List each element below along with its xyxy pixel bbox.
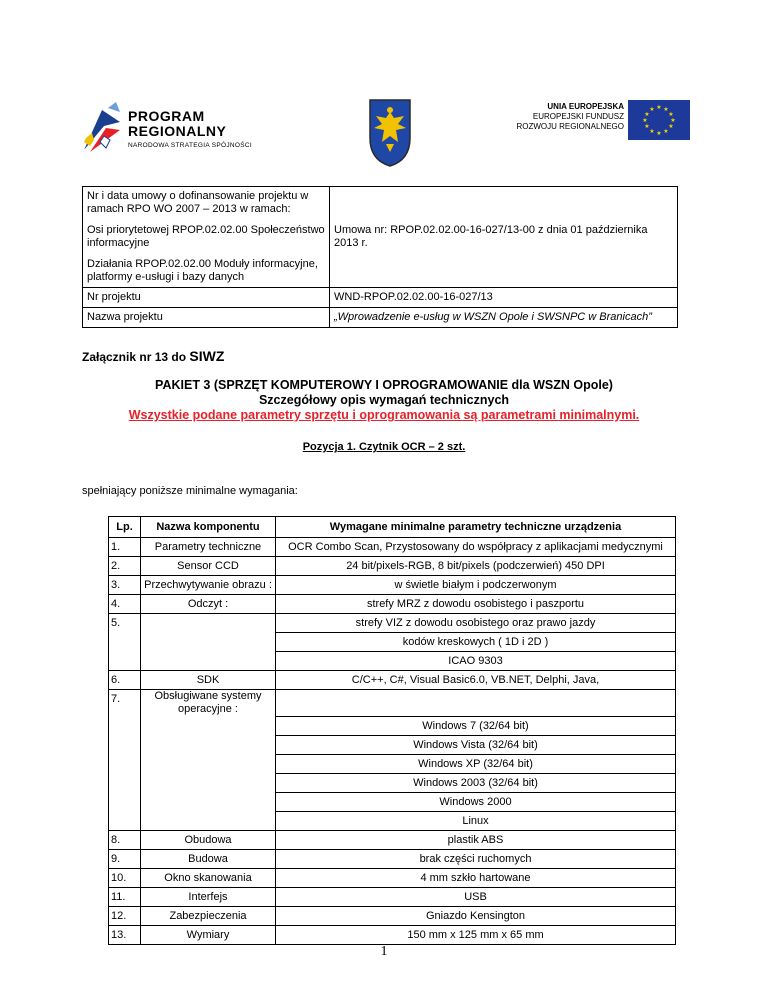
row-number <box>109 754 141 773</box>
technical-description-heading: Szczegółowy opis wymagań technicznych <box>258 393 510 407</box>
agreement-number-cell: Umowa nr: RPOP.02.02.00-16-027/13-00 z dnia 01 października 2013 r. <box>330 187 678 288</box>
svg-text:★: ★ <box>668 111 674 118</box>
parameter-value: Windows 2003 (32/64 bit) <box>276 773 676 792</box>
row-number: 5. <box>109 614 141 633</box>
specification-table <box>108 516 676 945</box>
svg-text:★: ★ <box>656 130 662 137</box>
row-number: 13. <box>109 925 141 944</box>
row-number <box>109 652 141 671</box>
parameter-value: Windows Vista (32/64 bit) <box>276 735 676 754</box>
row-number <box>109 773 141 792</box>
component-name <box>141 735 276 754</box>
parameter-value: USB <box>276 887 676 906</box>
row-number: 4. <box>109 595 141 614</box>
minimal-parameters-notice: Wszystkie podane parametry sprzętu i oprogramowania są parametrami minimalnymi. <box>128 408 640 422</box>
table-row <box>109 735 676 754</box>
project-name-value: „Wprowadzenie e-usług w WSZN Opole i SWSNPC w Branicach” <box>330 308 678 328</box>
eu-title: UNIA EUROPEJSKA <box>547 102 624 111</box>
component-name: Obudowa <box>141 830 276 849</box>
row-number: 11. <box>109 887 141 906</box>
row-number <box>109 792 141 811</box>
parameter-value: 24 bit/pixels-RGB, 8 bit/pixels (podczerwień) 450 DPI <box>276 557 676 576</box>
table-row <box>109 868 676 887</box>
eu-logo <box>505 100 690 140</box>
parameter-value: brak części ruchomych <box>276 849 676 868</box>
row-number: 3. <box>109 576 141 595</box>
table-row <box>109 633 676 652</box>
program-star-icon <box>80 100 128 160</box>
table-row <box>109 576 676 595</box>
program-subtitle: NARODOWA STRATEGIA SPÓJNOŚCI <box>128 142 252 149</box>
parameter-value <box>276 690 676 717</box>
component-name <box>141 792 276 811</box>
header-parameters: Wymagane minimalne parametry techniczne urządzenia <box>276 517 676 538</box>
eu-fund-line2: ROZWOJU REGIONALNEGO <box>516 122 624 131</box>
project-info-table <box>82 186 678 328</box>
parameter-value: OCR Combo Scan, Przystosowany do współpracy z aplikacjami medycznymi <box>276 538 676 557</box>
svg-text:★: ★ <box>644 111 650 118</box>
svg-text:★: ★ <box>663 128 669 135</box>
header-lp: Lp. <box>109 517 141 538</box>
project-name-label: Nazwa projektu <box>83 308 330 328</box>
parameter-value: Gniazdo Kensington <box>276 906 676 925</box>
project-number-value: WND-RPOP.02.02.00-16-027/13 <box>330 288 678 308</box>
svg-text:★: ★ <box>649 128 655 135</box>
parameter-value: 4 mm szkło hartowane <box>276 868 676 887</box>
parameter-value: Windows 7 (32/64 bit) <box>276 716 676 735</box>
svg-text:★: ★ <box>644 123 650 130</box>
table-row <box>109 557 676 576</box>
table-row <box>109 652 676 671</box>
table-row <box>109 887 676 906</box>
parameter-value: 150 mm x 125 mm x 65 mm <box>276 925 676 944</box>
eu-flag-icon <box>628 100 690 140</box>
page-number: 1 <box>380 944 388 959</box>
program-title: PROGRAM REGIONALNY <box>128 108 227 139</box>
row-number: 12. <box>109 906 141 925</box>
row-number: 6. <box>109 671 141 690</box>
svg-text:★: ★ <box>668 123 674 130</box>
row-number <box>109 735 141 754</box>
parameter-value: strefy MRZ z dowodu osobistego i paszportu <box>276 595 676 614</box>
attachment-label: Załącznik nr 13 do SIWZ <box>82 348 225 364</box>
table-row <box>109 671 676 690</box>
parameter-value: Linux <box>276 811 676 830</box>
table-row <box>109 754 676 773</box>
parameter-value: C/C++, C#, Visual Basic6.0, VB.NET, Delphi, Java, <box>276 671 676 690</box>
row-number <box>109 811 141 830</box>
svg-text:★: ★ <box>642 117 648 124</box>
row-number: 7. <box>109 690 141 717</box>
parameter-value: ICAO 9303 <box>276 652 676 671</box>
row-number: 10. <box>109 868 141 887</box>
table-row <box>109 830 676 849</box>
parameter-value: Windows 2000 <box>276 792 676 811</box>
table-row <box>109 773 676 792</box>
package-heading: PAKIET 3 (SPRZĘT KOMPUTEROWY I OPROGRAMOWANIE dla WSZN Opole) <box>155 378 613 392</box>
table-row <box>109 690 676 717</box>
eu-fund-line1: EUROPEJSKI FUNDUSZ <box>532 112 624 121</box>
table-row <box>109 538 676 557</box>
parameter-value: plastik ABS <box>276 830 676 849</box>
svg-text:★: ★ <box>649 106 655 113</box>
row-number: 8. <box>109 830 141 849</box>
requirements-intro: spełniający poniższe minimalne wymagania: <box>82 485 298 497</box>
component-name: Obsługiwane systemy operacyjne : <box>141 690 276 717</box>
svg-text:★: ★ <box>663 106 669 113</box>
table-row <box>109 716 676 735</box>
table-row <box>109 614 676 633</box>
agreement-description-cell: Nr i data umowy o dofinansowanie projektu w ramach RPO WO 2007 – 2013 w ramach: Osi priorytetowej RPOP.02.02.00 Społeczeństwo informacyjne Działania RPOP.02.02.00 Moduły informacyjne, platformy e-usługi i bazy danych <box>83 187 330 288</box>
component-name <box>141 652 276 671</box>
row-number <box>109 716 141 735</box>
component-name <box>141 614 276 633</box>
row-number: 9. <box>109 849 141 868</box>
component-name <box>141 773 276 792</box>
component-name <box>141 754 276 773</box>
component-name: Wymiary <box>141 925 276 944</box>
component-name: Interfejs <box>141 887 276 906</box>
row-number <box>109 633 141 652</box>
table-row <box>109 792 676 811</box>
component-name <box>141 811 276 830</box>
opole-crest-icon <box>368 98 412 168</box>
program-regionalny-logo <box>80 100 290 160</box>
svg-text:★: ★ <box>656 104 662 111</box>
table-row <box>109 811 676 830</box>
parameter-value: Windows XP (32/64 bit) <box>276 754 676 773</box>
component-name <box>141 633 276 652</box>
table-row <box>109 906 676 925</box>
component-name: Okno skanowania <box>141 868 276 887</box>
row-number: 2. <box>109 557 141 576</box>
position-title: Pozycja 1. Czytnik OCR – 2 szt. <box>302 441 466 453</box>
component-name: SDK <box>141 671 276 690</box>
component-name: Parametry techniczne <box>141 538 276 557</box>
component-name: Sensor CCD <box>141 557 276 576</box>
header-component: Nazwa komponentu <box>141 517 276 538</box>
table-row <box>109 925 676 944</box>
component-name: Przechwytywanie obrazu : <box>141 576 276 595</box>
parameter-value: strefy VIZ z dowodu osobistego oraz prawo jazdy <box>276 614 676 633</box>
table-row <box>109 849 676 868</box>
component-name: Budowa <box>141 849 276 868</box>
component-name: Zabezpieczenia <box>141 906 276 925</box>
svg-text:★: ★ <box>670 117 676 124</box>
parameter-value: kodów kreskowych ( 1D i 2D ) <box>276 633 676 652</box>
parameter-value: w świetle białym i podczerwonym <box>276 576 676 595</box>
row-number: 1. <box>109 538 141 557</box>
table-row <box>109 595 676 614</box>
component-name <box>141 716 276 735</box>
component-name: Odczyt : <box>141 595 276 614</box>
project-number-label: Nr projektu <box>83 288 330 308</box>
